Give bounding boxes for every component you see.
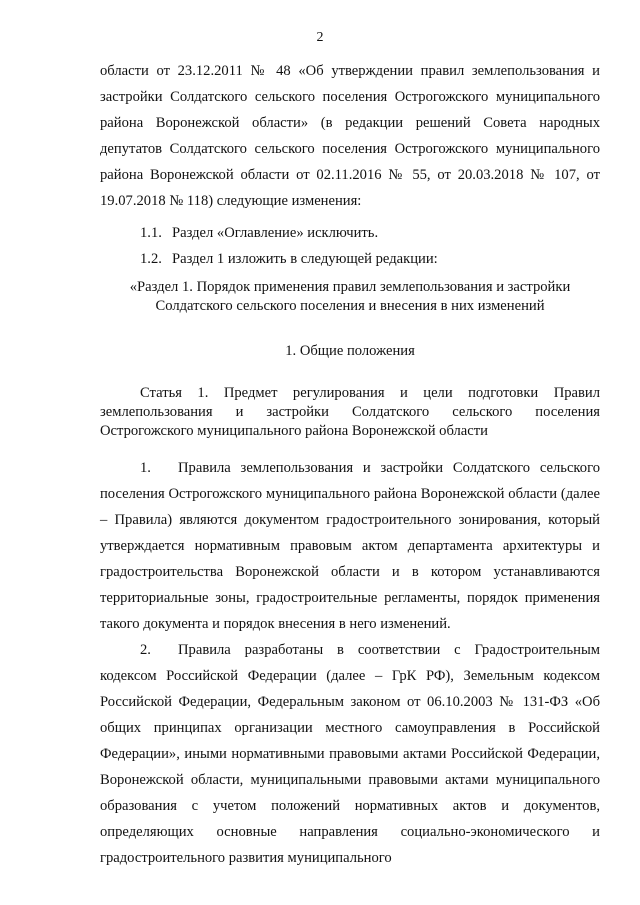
numbered-paragraph xyxy=(100,637,600,871)
paragraph-number: 2. xyxy=(140,642,151,658)
paragraph-number: 1. xyxy=(140,460,151,476)
list-item xyxy=(100,220,600,246)
quoted-section-heading: «Раздел 1. Порядок применения правил землепользования и застройки Солдатского сельского поселения и внесения в них изменений xyxy=(129,279,571,314)
section-title: 1. Общие положения xyxy=(285,343,415,359)
article-heading: Статья 1. Предмет регулирования и цели подготовки Правил землепользования и застройки Солдатского сельского поселения Острогожского муниципального района Воронежской области xyxy=(100,385,600,439)
intro-paragraph: области от 23.12.2011 № 48 «Об утверждении правил землепользования и застройки Солдатского сельского поселения Острогожского муниципального района Воронежской области» (в редакции решений Совета народных депутатов Солдатского сельского поселения Острогожского муниципального района Воронежской области от 02.11.2016 № 55, от 20.03.2018 № 107, от 19.07.2018 № 118) следующие изменения: xyxy=(100,63,600,209)
list-item-number: 1.1. xyxy=(140,225,162,241)
numbered-paragraph xyxy=(100,455,600,637)
paragraph-text: Правила землепользования и застройки Солдатского сельского поселения Острогожского муниципального района Воронежской области (далее – Правила) являются документом градостроительного зонирования, который утверждается нормативным правовым актом департамента архитектуры и градостроительства Воронежской области и в котором устанавливаются территориальные зоны, градостроительные регламенты, порядок применения такого документа и порядок внесения в него изменений. xyxy=(100,460,600,632)
page-number: 2 xyxy=(316,30,324,45)
list-item-text: Раздел 1 изложить в следующей редакции: xyxy=(172,251,438,267)
list-item-text: Раздел «Оглавление» исключить. xyxy=(172,225,379,241)
paragraph-text: Правила разработаны в соответствии с Градостроительным кодексом Российской Федерации (далее – ГрК РФ), Земельным кодексом Российской Федерации, Федеральным законом от 06.10.2003 № 131-ФЗ «Об общих принципах организации местного самоуправления в Российской Федерации», иными нормативными правовыми актами Российской Федерации, Воронежской области, муниципальными правовыми актами муниципального образования с учетом положений нормативных актов и документов, определяющих основные направления социально-экономического и градостроительного развития муниципального xyxy=(100,642,600,866)
list-item xyxy=(100,246,600,272)
document-body xyxy=(100,58,600,871)
list-item-number: 1.2. xyxy=(140,251,162,267)
